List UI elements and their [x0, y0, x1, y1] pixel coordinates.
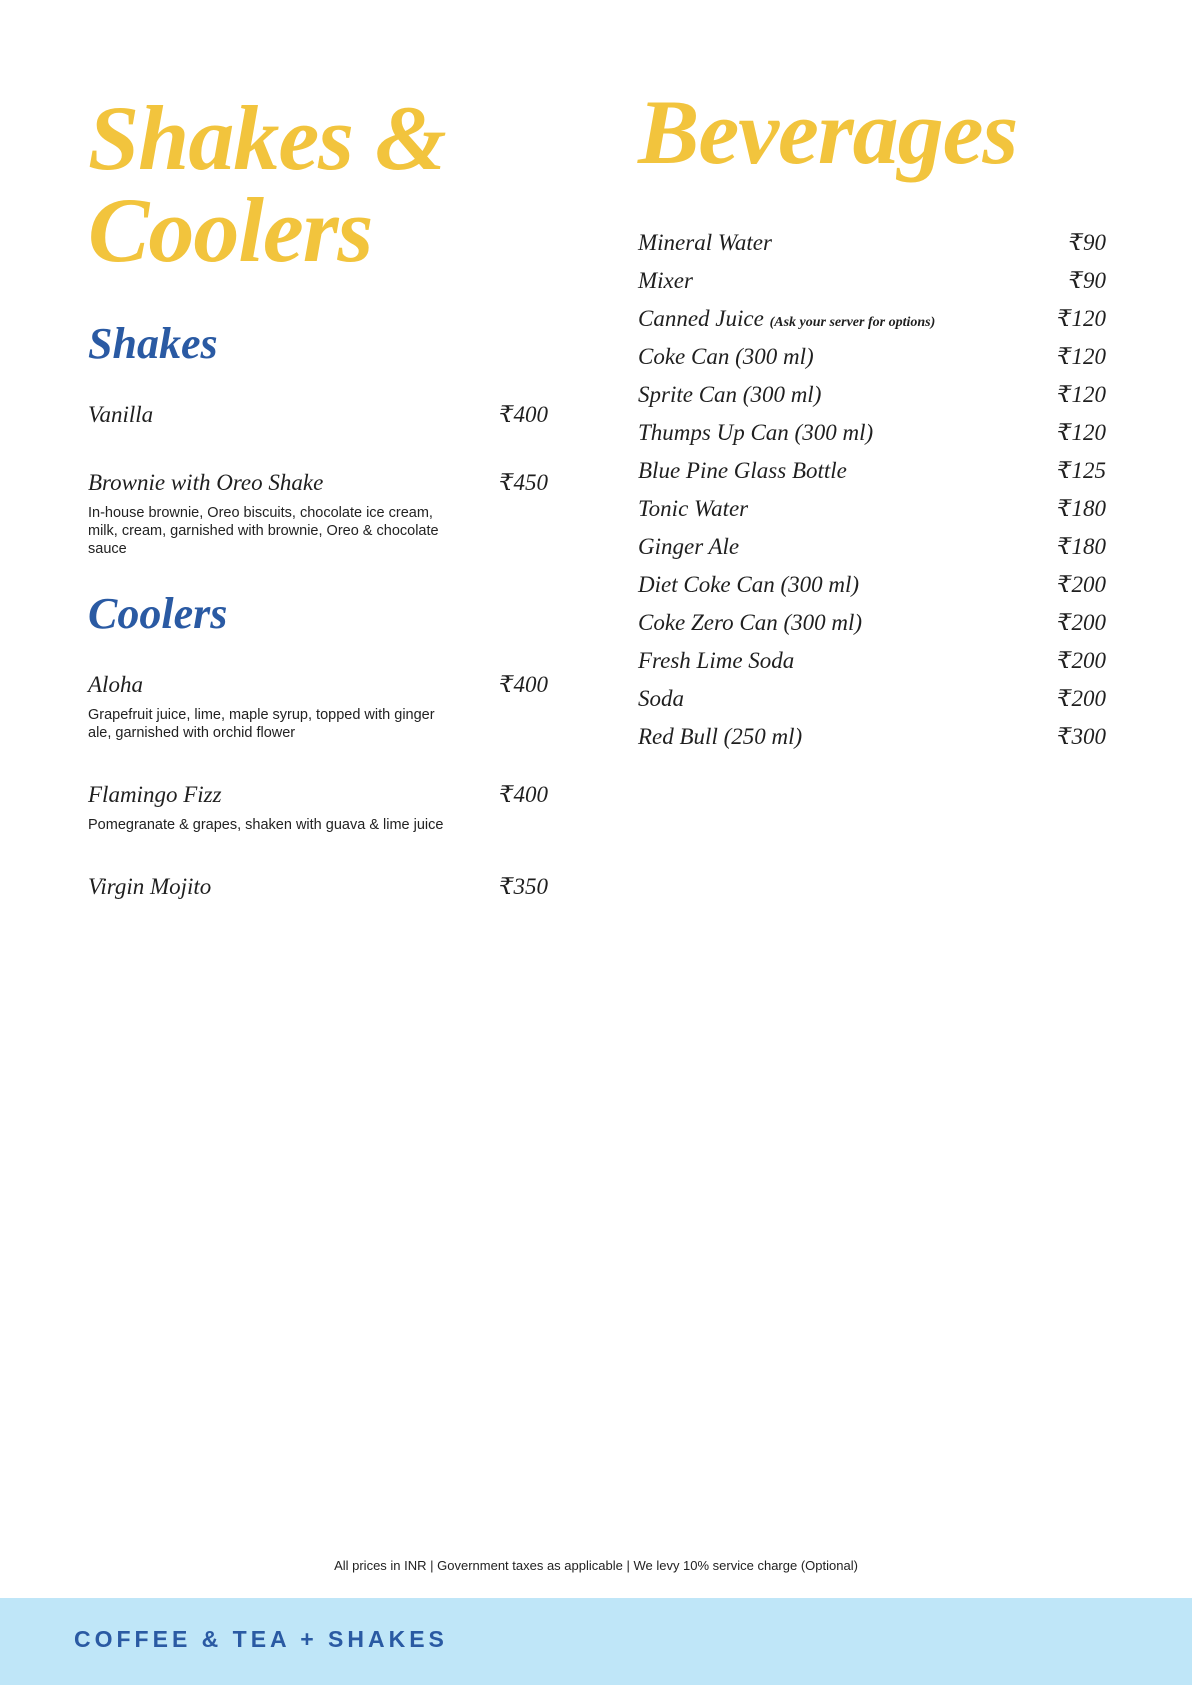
- item-name: Brownie with Oreo Shake: [88, 470, 324, 495]
- item-price: ₹450: [498, 470, 548, 495]
- item-description: In-house brownie, Oreo biscuits, chocolate ice cream, milk, cream, garnished with brownie, Oreo & chocolate sauce: [88, 505, 439, 557]
- shakes-heading: Shakes: [88, 319, 218, 368]
- item-name: Vanilla: [88, 402, 154, 427]
- item-name: Flamingo Fizz: [88, 782, 222, 807]
- beverage-name: [638, 304, 935, 338]
- item-price: ₹400: [498, 672, 548, 697]
- beverage-row: [638, 380, 1106, 418]
- beverage-row: [638, 266, 1106, 304]
- beverage-price: ₹90: [1068, 268, 1106, 293]
- beverage-price: ₹200: [1056, 648, 1106, 673]
- shakes-list: [88, 400, 548, 558]
- beverage-price: ₹200: [1056, 686, 1106, 711]
- beverage-row: [638, 304, 1106, 342]
- beverage-name-text: Red Bull (250 ml): [638, 724, 803, 749]
- beverage-row: [638, 456, 1106, 494]
- footer-label: COFFEE & TEA + SHAKES: [74, 1626, 448, 1652]
- item-price: ₹350: [498, 874, 548, 899]
- beverage-row: [638, 570, 1106, 608]
- beverage-name-text: Sprite Can (300 ml): [638, 382, 822, 407]
- beverage-note: (Ask your server for options): [769, 315, 936, 330]
- beverage-row: [638, 684, 1106, 722]
- beverage-name: [638, 418, 873, 448]
- beverage-name-text: Tonic Water: [638, 496, 749, 521]
- beverage-name: [638, 228, 772, 258]
- page-title: [88, 87, 548, 281]
- beverage-name: [638, 722, 802, 752]
- beverage-price: ₹90: [1068, 230, 1106, 255]
- beverage-name-text: Soda: [638, 686, 684, 711]
- beverage-name-text: Blue Pine Glass Bottle: [638, 458, 847, 483]
- beverage-name-text: Ginger Ale: [638, 534, 740, 559]
- beverage-name-text: Canned Juice: [638, 306, 764, 331]
- beverage-name-text: Coke Can (300 ml): [638, 344, 814, 369]
- beverage-price: ₹180: [1056, 534, 1106, 559]
- beverage-name: [638, 684, 684, 714]
- beverage-name-text: Coke Zero Can (300 ml): [638, 610, 863, 635]
- beverage-name: [638, 570, 859, 600]
- beverage-price: ₹180: [1056, 496, 1106, 521]
- page-title-line-1: Shakes &: [88, 87, 446, 189]
- item-name: Aloha: [88, 672, 143, 697]
- footer-band: [0, 1598, 1192, 1685]
- left-column: [88, 87, 548, 902]
- page-title-line-2: Coolers: [88, 179, 373, 281]
- menu-item: [88, 872, 548, 902]
- beverage-name: [638, 342, 814, 372]
- beverage-price: ₹120: [1056, 344, 1106, 369]
- pricing-footnote: All prices in INR | Government taxes as applicable | We levy 10% service charge (Optional): [334, 1558, 858, 1573]
- beverage-name: [638, 532, 739, 562]
- beverage-name: [638, 456, 847, 486]
- beverages-title: Beverages: [638, 81, 1018, 183]
- beverage-price: ₹200: [1056, 572, 1106, 597]
- beverage-name: [638, 608, 862, 638]
- beverage-row: [638, 608, 1106, 646]
- beverage-price: ₹300: [1056, 724, 1106, 749]
- item-price: ₹400: [498, 402, 548, 427]
- beverage-row: [638, 418, 1106, 456]
- beverage-name-text: Diet Coke Can (300 ml): [638, 572, 860, 597]
- item-price: ₹400: [498, 782, 548, 807]
- beverage-name-text: Thumps Up Can (300 ml): [638, 420, 874, 445]
- beverage-price: ₹120: [1056, 420, 1106, 445]
- beverage-row: [638, 532, 1106, 570]
- beverage-row: [638, 342, 1106, 380]
- beverage-name: [638, 494, 748, 524]
- beverage-price: ₹125: [1056, 458, 1106, 483]
- right-column: [638, 81, 1106, 760]
- menu-item: [88, 780, 548, 834]
- menu-item: [88, 670, 548, 742]
- beverage-row: [638, 646, 1106, 684]
- beverages-list: [638, 228, 1106, 760]
- beverage-price: ₹120: [1056, 306, 1106, 331]
- item-description: Grapefruit juice, lime, maple syrup, topped with ginger ale, garnished with orchid flower: [88, 707, 435, 741]
- menu-item: [88, 400, 548, 430]
- beverage-name: [638, 266, 693, 296]
- beverage-price: ₹200: [1056, 610, 1106, 635]
- beverage-name: [638, 646, 794, 676]
- beverage-row: [638, 228, 1106, 266]
- beverage-name-text: Mixer: [638, 268, 693, 293]
- menu-item: [88, 468, 548, 558]
- coolers-list: [88, 670, 548, 902]
- coolers-heading: Coolers: [88, 589, 228, 638]
- item-name: Virgin Mojito: [88, 874, 212, 899]
- beverage-row: [638, 494, 1106, 532]
- beverage-name-text: Mineral Water: [638, 230, 772, 255]
- beverage-row: [638, 722, 1106, 760]
- beverage-name-text: Fresh Lime Soda: [638, 648, 795, 673]
- item-description: Pomegranate & grapes, shaken with guava & lime juice: [88, 817, 444, 833]
- beverage-price: ₹120: [1056, 382, 1106, 407]
- beverage-name: [638, 380, 821, 410]
